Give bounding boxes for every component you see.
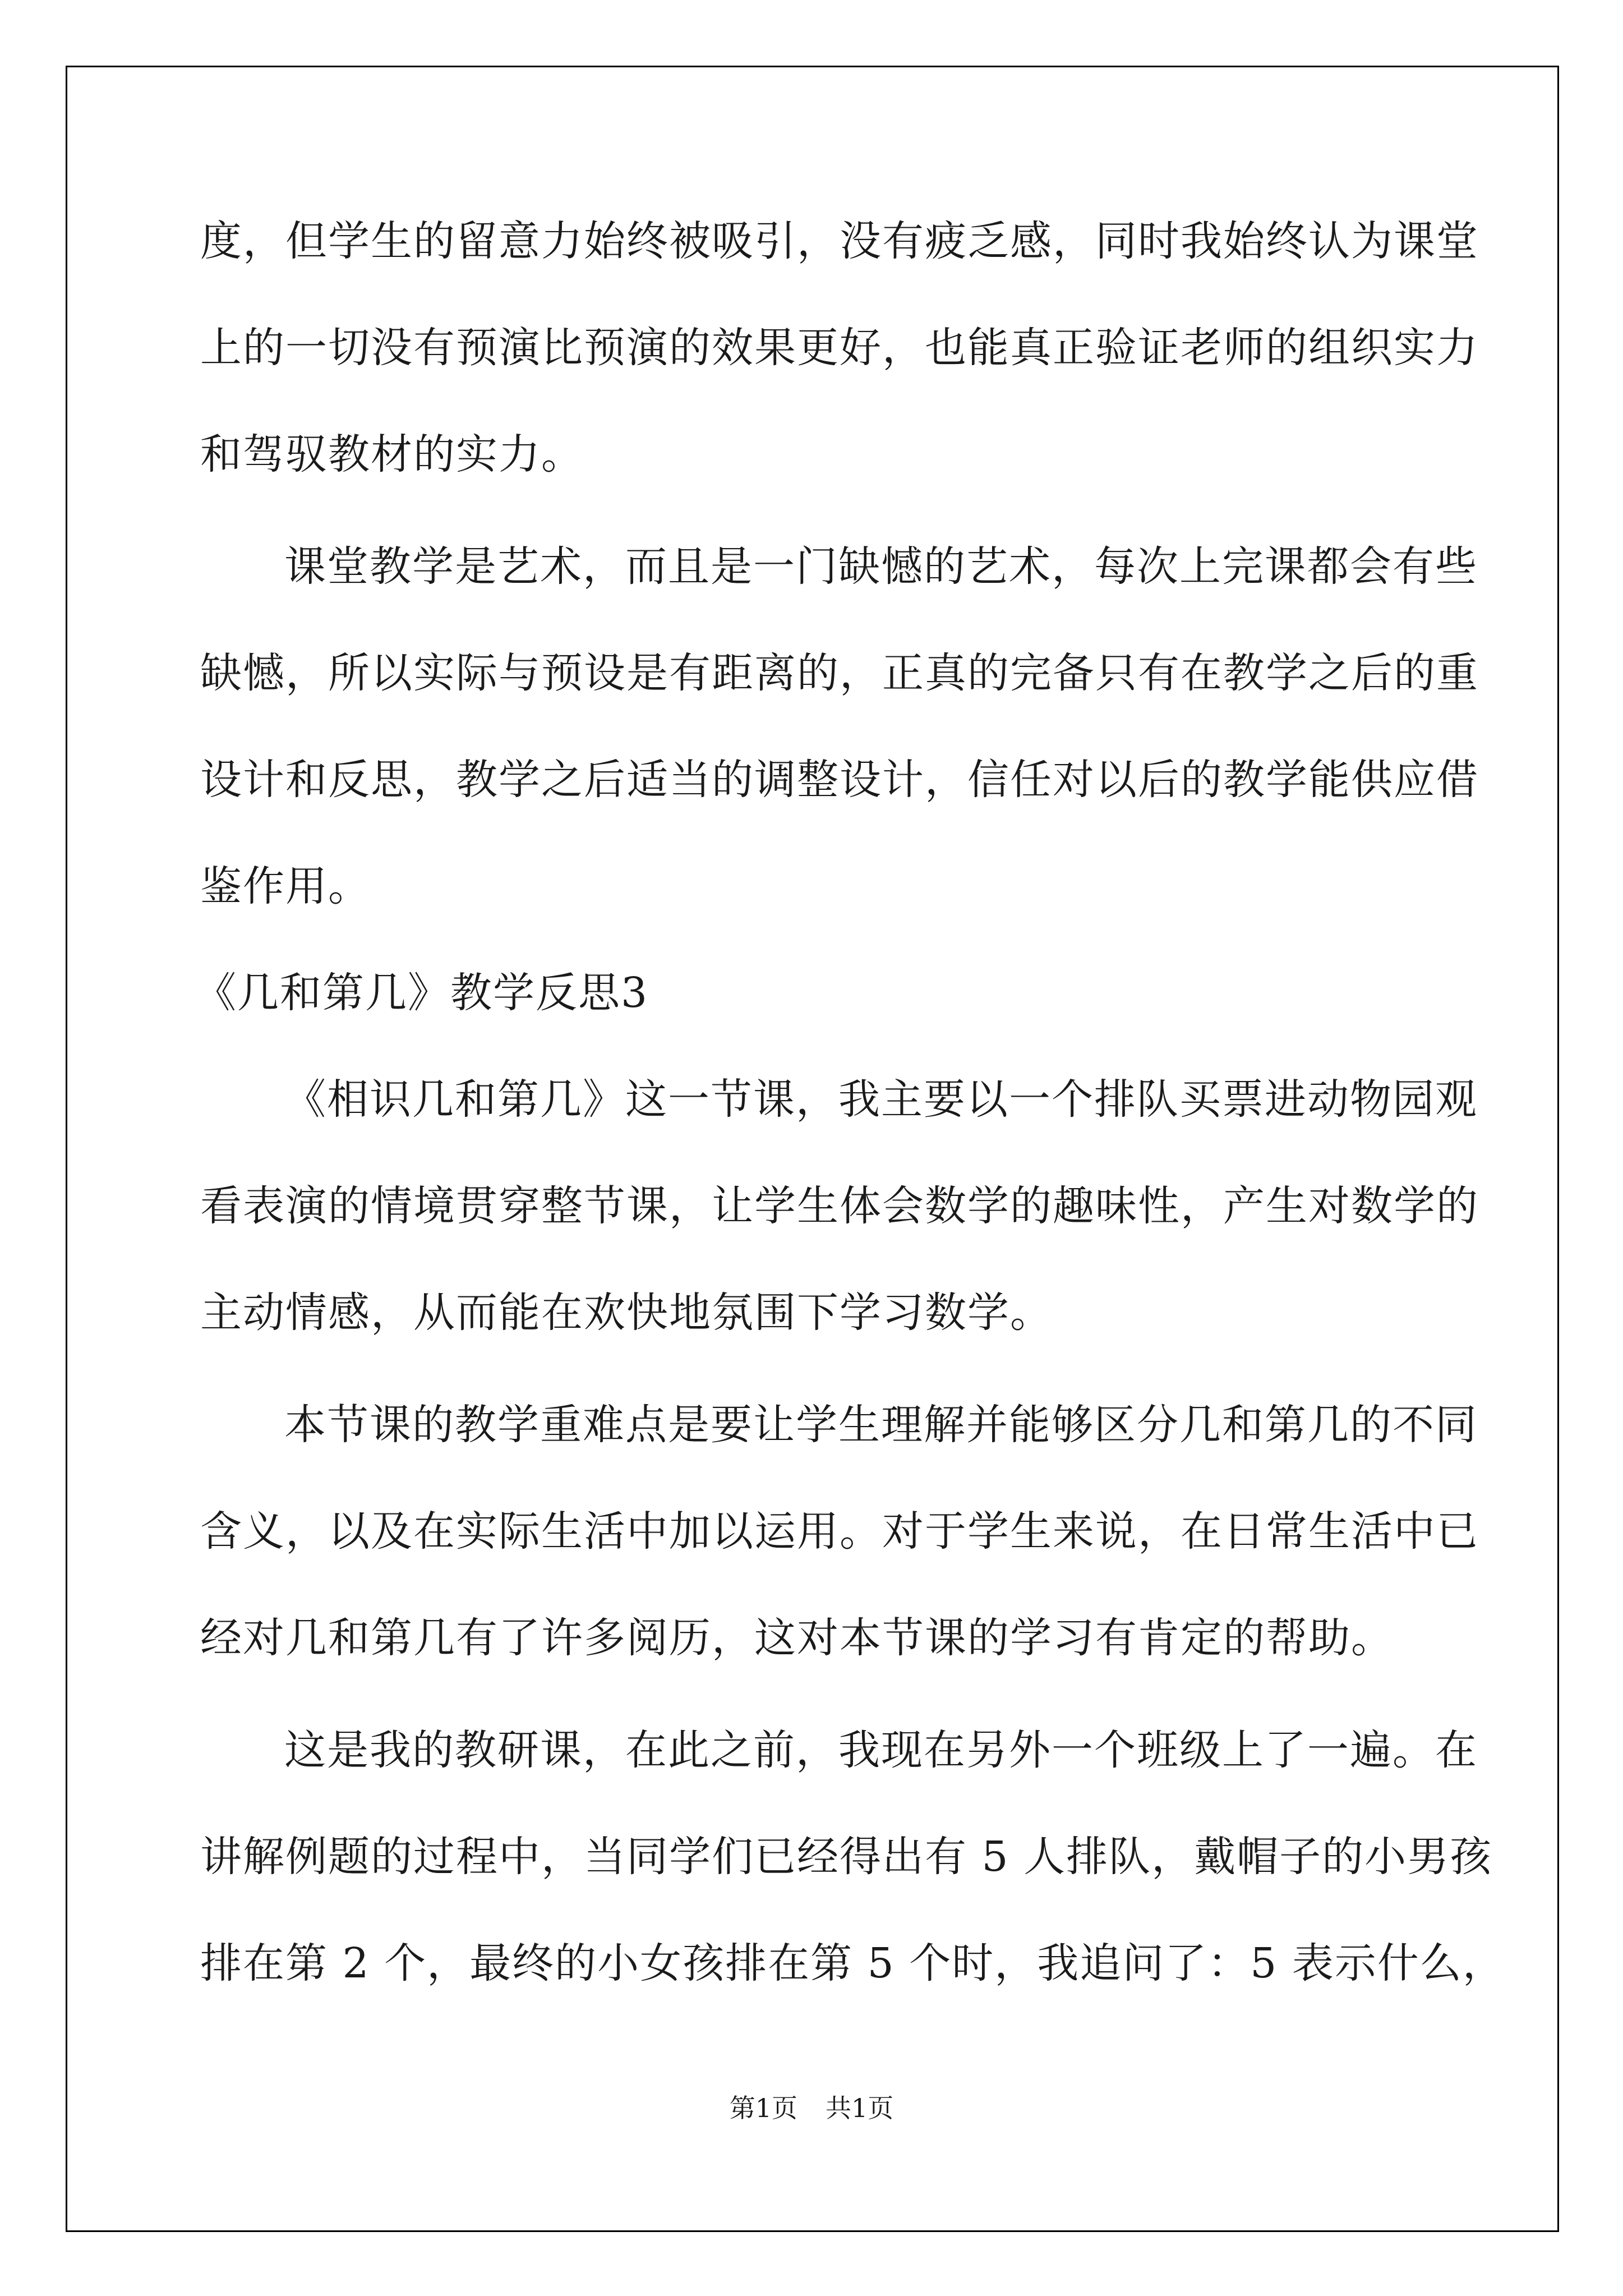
paragraph-start-line: 这是我的教研课，在此之前，我现在另外一个班级上了一遍。在 — [284, 1726, 1478, 1774]
text-line: 含义，以及在实际生活中加以运用。对于学生来说，在日常生活中已 — [200, 1507, 1479, 1556]
text-line: 排在第 2 个，最终的小女孩排在第 5 个时，我追问了：5 表示什么， — [200, 1939, 1505, 1987]
text-line: 经对几和第几有了许多阅历，这对本节课的学习有肯定的帮助。 — [200, 1614, 1394, 1662]
page-number: 第1页 — [729, 2093, 797, 2123]
page-total: 共1页 — [826, 2093, 894, 2123]
paragraph-start-line: 课堂教学是艺术，而且是一门缺憾的艺术，每次上完课都会有些 — [284, 542, 1478, 591]
page-footer — [0, 2088, 1623, 2125]
text-line: 度，但学生的留意力始终被吸引，没有疲乏感，同时我始终认为课堂 — [200, 217, 1479, 265]
text-line: 设计和反思，教学之后适当的调整设计，信任对以后的教学能供应借 — [200, 756, 1479, 804]
text-line: 和驾驭教材的实力。 — [200, 430, 584, 478]
text-line: 讲解例题的过程中，当同学们已经得出有 5 人排队，戴帽子的小男孩 — [200, 1833, 1493, 1881]
text-line: 主动情感，从而能在欢快地氛围下学习数学。 — [200, 1289, 1053, 1337]
paragraph-start-line: 本节课的教学重难点是要让学生理解并能够区分几和第几的不同 — [284, 1401, 1478, 1449]
page-border — [66, 66, 1559, 2232]
text-line: 缺憾，所以实际与预设是有距离的，正真的完备只有在教学之后的重 — [200, 649, 1479, 697]
text-line: 上的一切没有预演比预演的效果更好，也能真正验证老师的组织实力 — [200, 324, 1479, 372]
text-line: 鉴作用。 — [200, 862, 371, 910]
text-line: 看表演的情境贯穿整节课，让学生体会数学的趣味性，产生对数学的 — [200, 1182, 1479, 1230]
paragraph-start-line: 《相识几和第几》这一节课，我主要以一个排队买票进动物园观 — [284, 1075, 1478, 1124]
section-heading: 《几和第几》教学反思3 — [195, 969, 649, 1017]
